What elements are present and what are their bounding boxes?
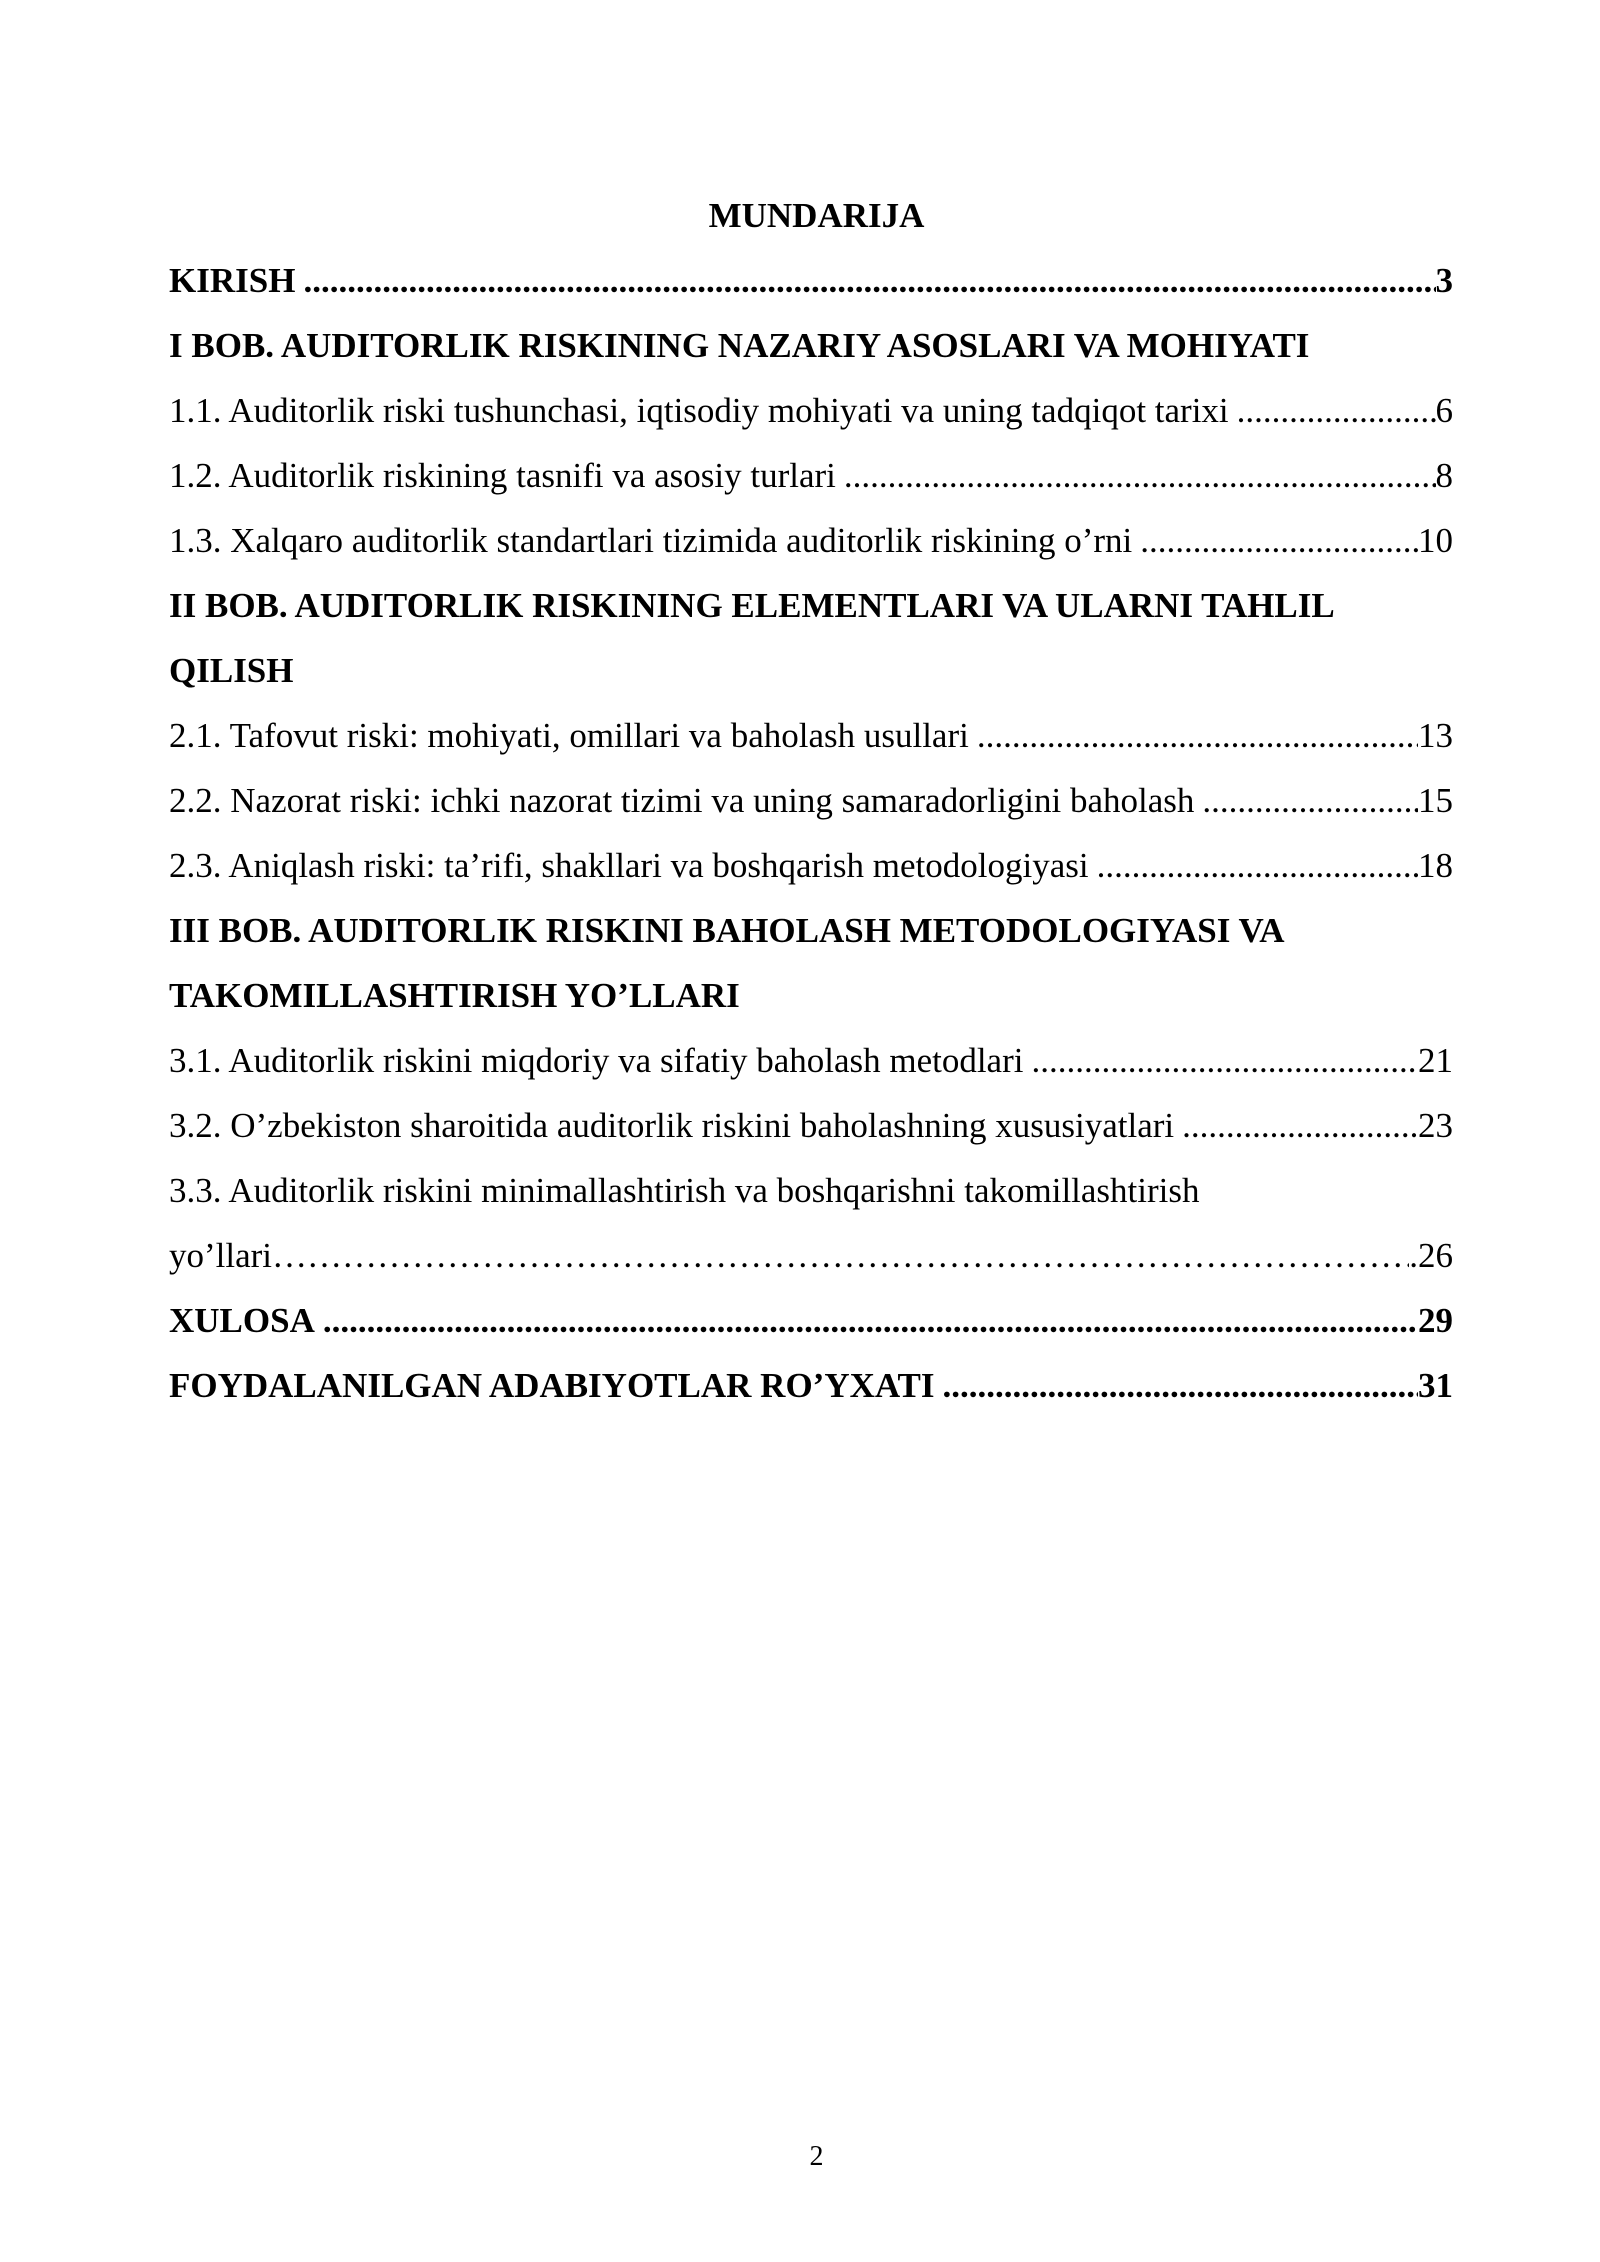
toc-entry-label: TAKOMILLASHTIRISH YO’LLARI	[169, 976, 740, 1015]
toc-entry-label: 1.1. Auditorlik riski tushunchasi, iqtisodiy mohiyati va uning tadqiqot tarixi	[169, 391, 1229, 430]
toc-entry-page: 23	[1418, 1106, 1453, 1145]
toc-entry-page: 13	[1418, 716, 1453, 755]
toc-entry-page: 15	[1418, 781, 1453, 820]
toc-entry-1-1[interactable]	[169, 386, 1453, 451]
toc-entry-adabiyotlar[interactable]	[169, 1361, 1453, 1426]
toc-entry-3-1[interactable]	[169, 1036, 1453, 1101]
dot-leader	[1182, 1101, 1418, 1151]
toc-entry-label: XULOSA	[169, 1301, 315, 1340]
toc-entry-1-2[interactable]	[169, 451, 1453, 516]
toc-entry-label: FOYDALANILGAN ADABIYOTLAR RO’YXATI	[169, 1366, 935, 1405]
toc-entry-3-3-line-2[interactable]	[169, 1231, 1453, 1296]
toc-entry-page: 31	[1418, 1366, 1453, 1405]
toc-entry-page: 21	[1418, 1041, 1453, 1080]
toc-entry-page: 3	[1435, 261, 1453, 300]
dot-leader	[943, 1361, 1418, 1411]
dot-leader	[303, 256, 1435, 306]
toc-chapter-2-heading-line-1[interactable]	[169, 581, 1453, 646]
table-of-contents	[169, 256, 1453, 1426]
toc-entry-2-2[interactable]	[169, 776, 1453, 841]
toc-entry-page: 18	[1418, 846, 1453, 885]
toc-entry-2-1[interactable]	[169, 711, 1453, 776]
toc-entry-label: 3.2. O’zbekiston sharoitida auditorlik riskini baholashning xususiyatlari	[169, 1106, 1175, 1145]
toc-entry-label: KIRISH	[169, 261, 296, 300]
toc-entry-page: 10	[1418, 521, 1453, 560]
toc-entry-1-3[interactable]	[169, 516, 1453, 581]
page-number: 2	[809, 2141, 824, 2172]
toc-entry-label: 1.3. Xalqaro auditorlik standartlari tizimida auditorlik riskining o’rni	[169, 521, 1133, 560]
dot-leader	[1202, 776, 1418, 826]
page-title: MUNDARIJA	[708, 196, 925, 235]
toc-chapter-3-heading-line-1[interactable]	[169, 906, 1453, 971]
dot-leader	[1031, 1036, 1418, 1086]
dot-leader	[844, 451, 1436, 501]
dot-leader	[1097, 841, 1418, 891]
ellipsis-leader	[272, 1231, 1409, 1281]
toc-entry-label: III BOB. AUDITORLIK RISKINI BAHOLASH METODOLOGIYASI VA	[169, 911, 1285, 950]
toc-entry-label: 2.3. Aniqlash riski: ta’rifi, shakllari va boshqarish metodologiyasi	[169, 846, 1089, 885]
toc-entry-label: 2.1. Tafovut riski: mohiyati, omillari va baholash usullari	[169, 716, 969, 755]
toc-entry-label: QILISH	[169, 651, 294, 690]
dot-leader	[1237, 386, 1436, 436]
dot-leader	[1140, 516, 1418, 566]
toc-entry-label: 2.2. Nazorat riski: ichki nazorat tizimi va uning samaradorligini baholash	[169, 781, 1195, 820]
toc-entry-label: II BOB. AUDITORLIK RISKINING ELEMENTLARI VA ULARNI TAHLIL	[169, 586, 1335, 625]
toc-entry-label: I BOB. AUDITORLIK RISKINING NAZARIY ASOSLARI VA MOHIYATI	[169, 326, 1310, 365]
toc-entry-page: 8	[1435, 456, 1453, 495]
dot-leader	[977, 711, 1418, 761]
toc-chapter-2-heading-line-2[interactable]	[169, 646, 1453, 711]
toc-entry-xulosa[interactable]	[169, 1296, 1453, 1361]
toc-chapter-3-heading-line-2[interactable]	[169, 971, 1453, 1036]
toc-entry-3-3-line-1[interactable]	[169, 1166, 1453, 1231]
toc-entry-label: 3.1. Auditorlik riskini miqdoriy va sifatiy baholash metodlari	[169, 1041, 1024, 1080]
toc-entry-label: yo’llari	[169, 1236, 273, 1275]
toc-entry-3-2[interactable]	[169, 1101, 1453, 1166]
dot-leader	[323, 1296, 1418, 1346]
toc-entry-2-3[interactable]	[169, 841, 1453, 906]
toc-entry-label: 3.3. Auditorlik riskini minimallashtirish va boshqarishni takomillashtirish	[169, 1171, 1200, 1210]
toc-entry-label: 1.2. Auditorlik riskining tasnifi va asosiy turlari	[169, 456, 836, 495]
toc-entry-page: 6	[1435, 391, 1453, 430]
toc-chapter-1-heading[interactable]	[169, 321, 1453, 386]
toc-entry-page: .26	[1409, 1236, 1453, 1275]
toc-entry-page: 29	[1418, 1301, 1453, 1340]
toc-entry-kirish[interactable]	[169, 256, 1453, 321]
